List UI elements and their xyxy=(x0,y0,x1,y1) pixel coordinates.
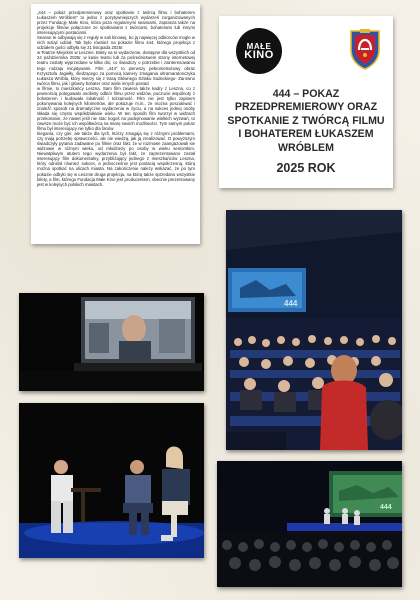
cinema-screen-title: 444 xyxy=(284,299,298,308)
logo-line2: KINO xyxy=(244,49,274,61)
event-year: 2025 ROK xyxy=(276,161,336,175)
article-paragraph-4: w filmie, to mieszkańcy Leszna. Sam film zawiera także kadry z Leszna, co z pewnością potegowało osobisty odbiór filmu przez widzów, poczucie wspólnoty z bohaterem i budowało lokalność i tożsamość. Film nie jest tylko zapisem pokonywania kolejnych kilometrów, ale pokazuje m.in., że można poszukiwać i znaleźć sposob na dramatyczne wydarzenia w życiu, a na sukces jednej osoby składa się często współdziałanie wielu. W ten sposób film tworzył w widzach przekonanie, że nawet jeśli nie stac kogoś na podejmowanie wielkich wyzwań, to zawsze może być ich współtwórcą na miarę swoich możliwości. Tym samym pokaz filmu był interesujący nie tylko dla fanów xyxy=(37,85,195,132)
article-paragraph-5: biegania, czy gier, ale także dla tych, którzy zmagają się z różnymi problemami, czy mają potrzebę sprawczości, ale nie wiedzą, jak ją zrealizować. O powyższym świadczyły pytania zadawane po filmie oraz fakt, że w rozmowe zaangazowali sie widzowie w różnym wieku, od młodzieży po osoby w wieku seniorskim. Niewatpliwym atutem tego wydarzenia był fakt, że zaprezentowano został interesujący film dokumentalny, przybliżający jednego z mieszkańców Leszna, który odniósł również sukces, a jednocześnie jest postacią współczesną, którą można spotkać na ulicach miasta. Na zakończenie należy wskazać, że po tym pokazie odbyło się w Lesznie druga projekcja, na którą także sprzedano wszystkie bilety, a film, którego Fundacja Małe Kino jest producentem, obecnie prezentowany jest w kolejnych polskich miastach. xyxy=(37,131,195,187)
leszno-coat-of-arms-icon xyxy=(348,28,382,70)
photo-panel-discussion xyxy=(19,403,204,558)
logo-line1: MAŁE xyxy=(246,42,272,51)
article-paragraph-3: w Teatrze Miejskim w Lesznie. Bilety na to wydarzenie, dostępne dla wszystkich od 24 października 2025r. w kasie teatru lub za pośrednictwem strony internetowej teatru zostały wyprzedane w kilka dni, co świadczy o potrzebie i zainteresowaniu tego rodzaju inicjatywami. Film „444” to pierwszy pełnometrażowy obraz Krzysztofa Jagiełły, śledzącego za pomocą kamery zmagania ultramaratonczyka Łukasza Wróbla, który mierzy się z trasą Głównego Szlaku Sudeckiego- Zarowno twórca filmu, jak i główny bohater oraz wiele innych postaci xyxy=(37,50,195,86)
article-text-card xyxy=(31,4,200,244)
male-kino-logo xyxy=(236,28,282,74)
photo-cinema-audience xyxy=(226,210,402,450)
stage-screen-title: 444 xyxy=(380,504,392,511)
event-headline: 444 – POKAZ PRZEDPREMIEROWY ORAZ SPOTKANIE Z TWÓRCĄ FILMU I BOHATEREM ŁUKASZEM WRÓBLEM xyxy=(227,88,385,154)
article-paragraph-2: Seanse te odbywają się z reguły w sali kinowej, bo ją najwięcej odbiorców mogło w nich wziąć udział. Tak było również na pokazie filmu 444, którego projekcja z udziałem gości odbyła się 21 listopada 2025r. xyxy=(37,35,195,51)
article-paragraph-1: „444 – pokaz przedpremierowy oraz spotkanie z twórcą filmu i bohaterem Łukaszem Wróblem” to jedno z pozytywniejszych wydarzeń zorganizowanych przez Fundację Małe Kino, która poza regularnymi seansami, zaprasza także na projekcje filmów połączone ze spotkaniami z twórcami, bohaterami lub innymi interesującymi postaciami. xyxy=(37,10,195,36)
photo-hall-view xyxy=(217,461,402,587)
photo-film-screening-laptop xyxy=(19,293,204,391)
title-card xyxy=(219,16,393,188)
